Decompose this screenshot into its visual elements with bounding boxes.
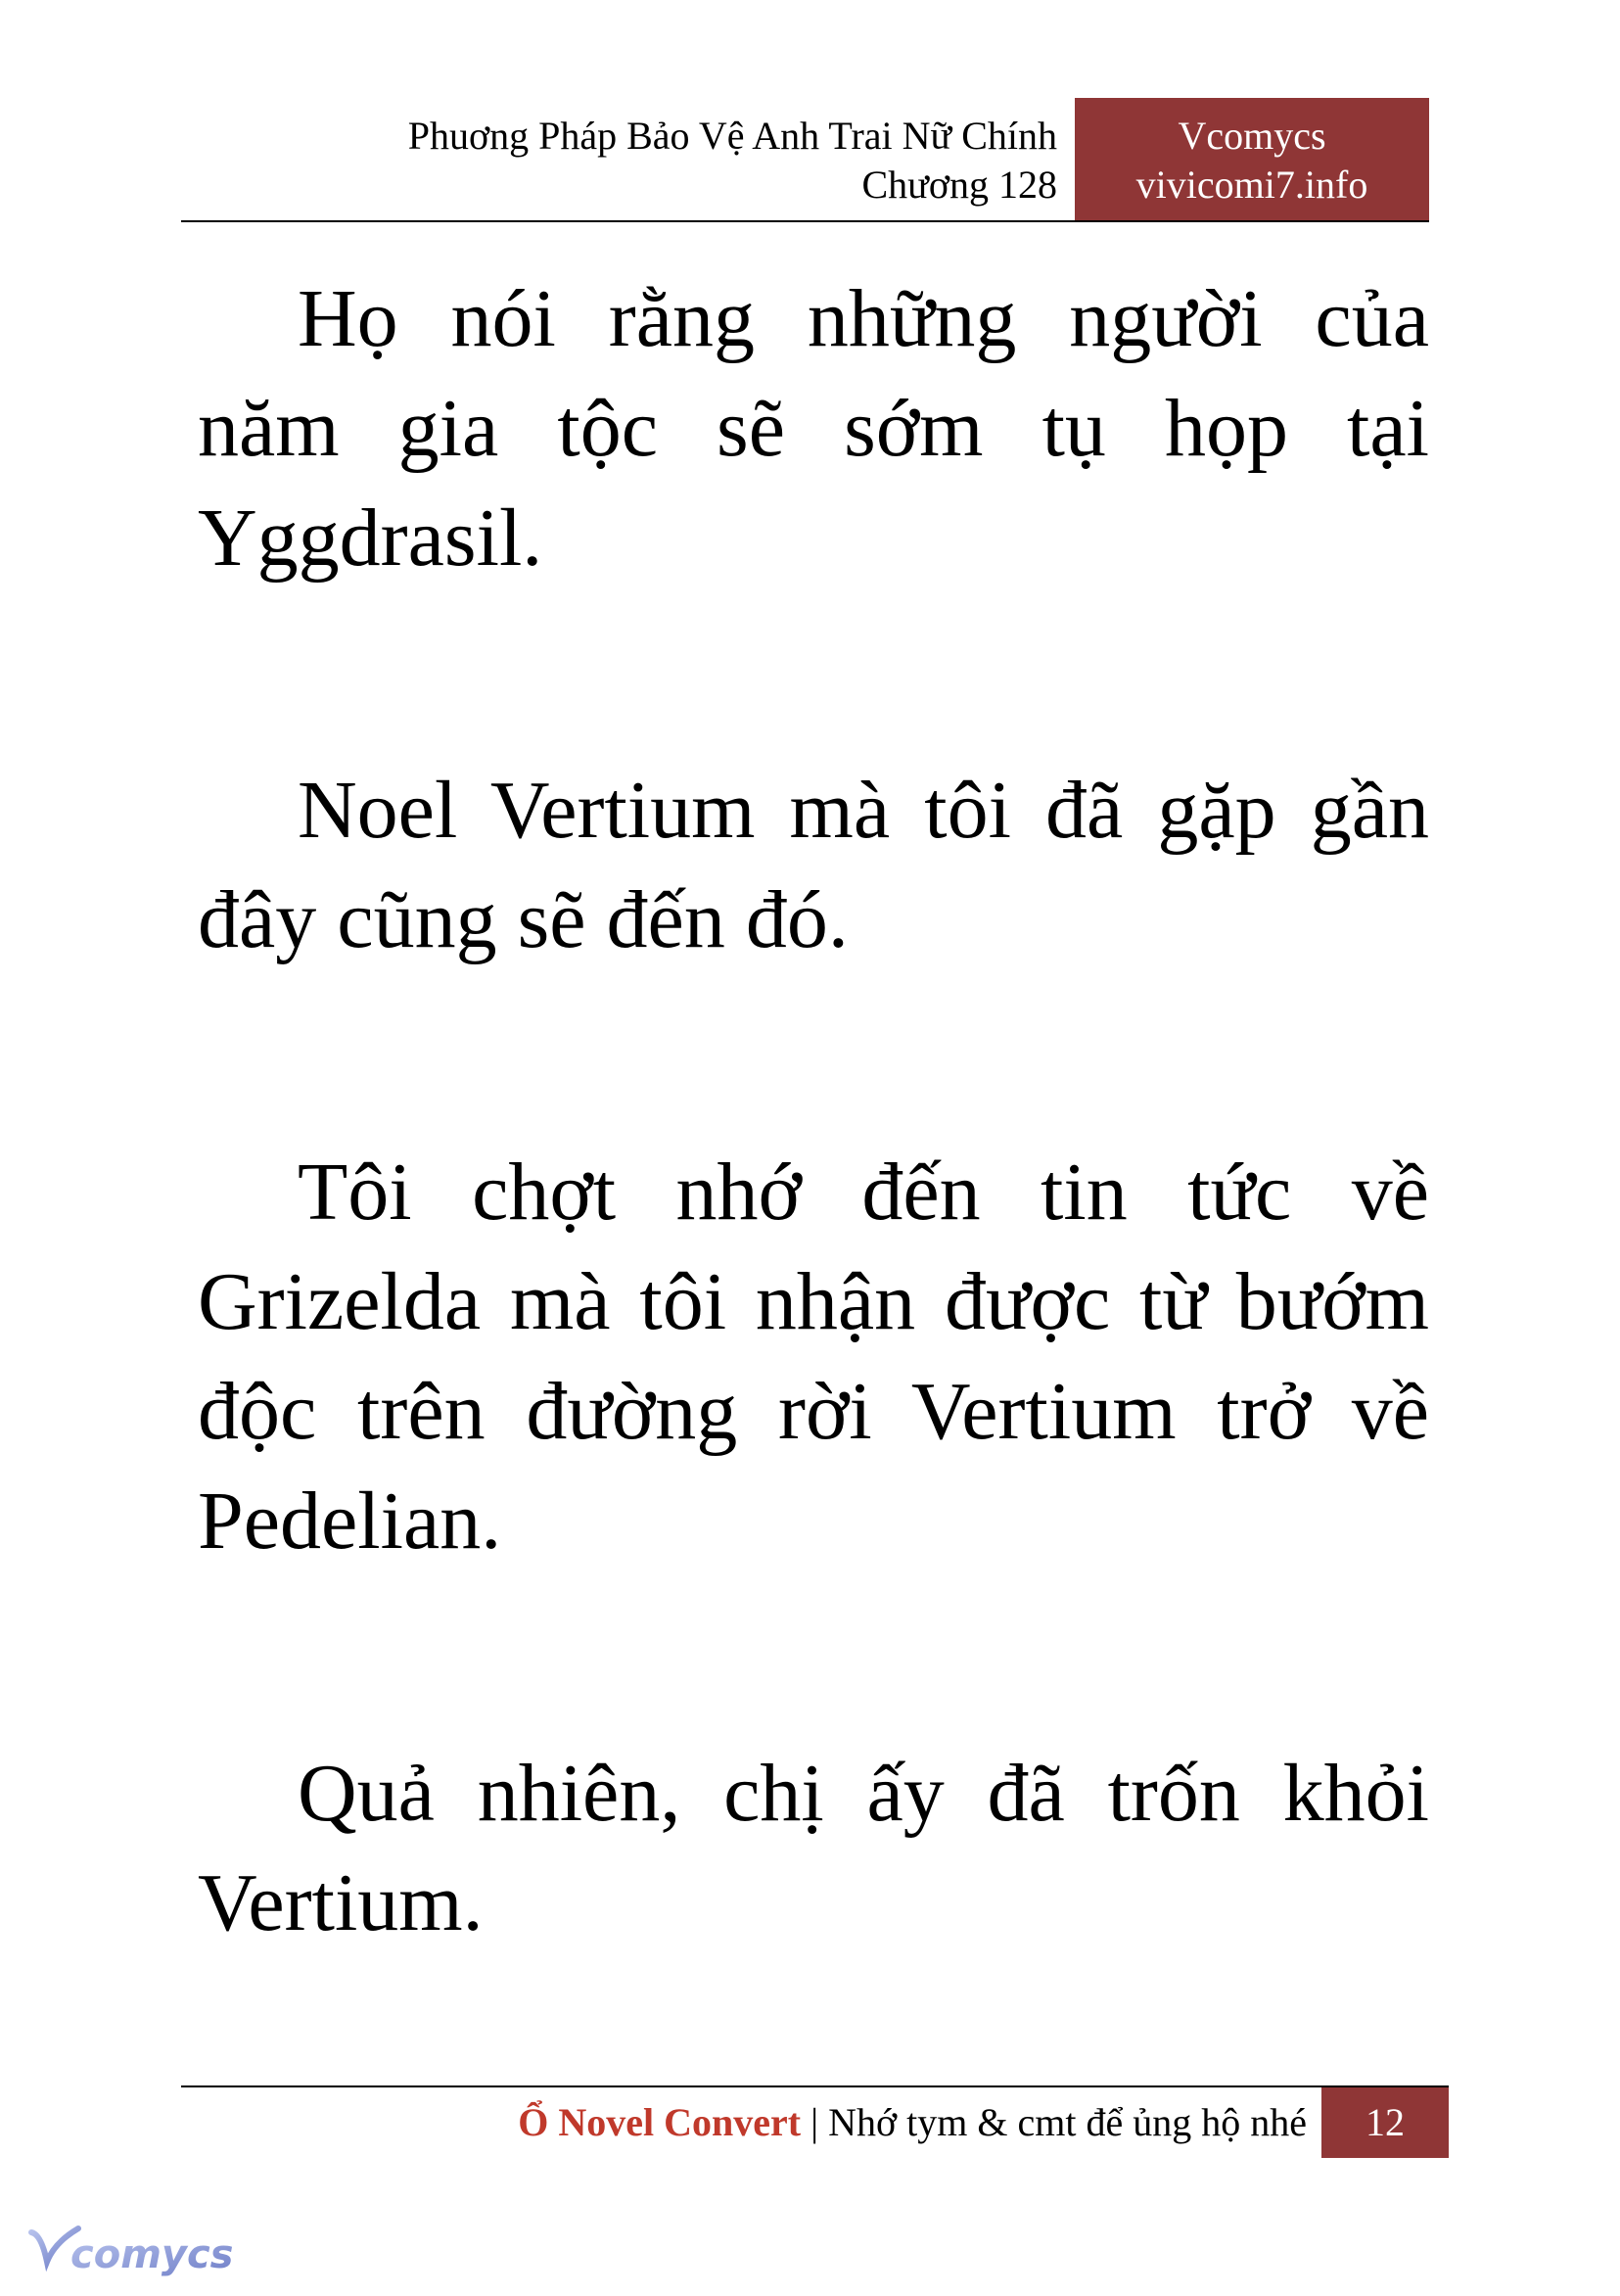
footer-message: Nhớ tym & cmt để ủng hộ nhé — [828, 2100, 1307, 2144]
page-number: 12 — [1321, 2087, 1449, 2158]
header-site: vivicomi7.info — [1135, 163, 1368, 207]
paragraph-4: Quả nhiên, chị ấy đã trốn khỏi Vertium. — [198, 1748, 1429, 1948]
footer-brand: Ổ Novel Convert — [518, 2100, 802, 2144]
header-brand: Vcomycs — [1178, 114, 1326, 158]
paragraph-1: Họ nói rằng những người của năm gia tộc sẽ sớm tụ họp tại Yggdrasil. — [198, 273, 1429, 584]
vcomycs-logo — [27, 2223, 253, 2296]
header-title-block — [408, 112, 1057, 210]
vcomycs-logo-icon — [27, 2223, 253, 2291]
book-title: Phuơng Pháp Bảo Vệ Anh Trai Nữ Chính — [407, 114, 1057, 158]
footer-separator: | — [810, 2100, 819, 2144]
header-brand-box — [1075, 98, 1429, 220]
chapter-label: Chương 128 — [861, 163, 1057, 207]
page-header — [181, 98, 1429, 222]
chapter-content — [198, 264, 1429, 2121]
paragraph-2: Noel Vertium mà tôi đã gặp gần đây cũng sẽ đến đó. — [198, 765, 1429, 965]
page-footer — [181, 2085, 1449, 2158]
paragraph-3: Tôi chợt nhớ đến tin tức về Grizelda mà tôi nhận được từ bướm độc trên đường rời Vertium trở về Pedelian. — [198, 1147, 1429, 1567]
vcomycs-logo-text: comycs — [70, 2232, 234, 2277]
footer-text — [518, 2099, 1307, 2146]
